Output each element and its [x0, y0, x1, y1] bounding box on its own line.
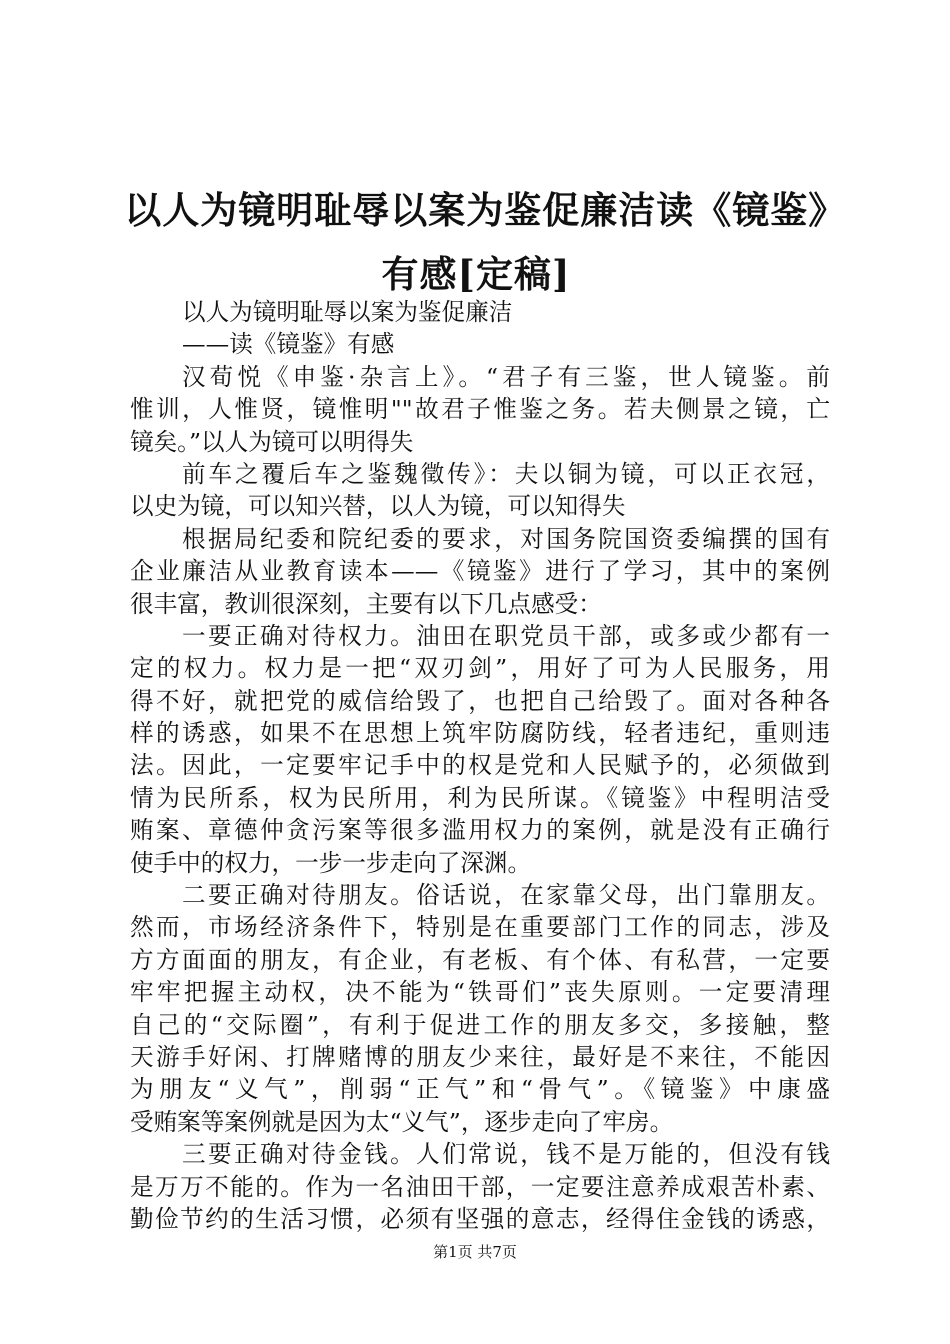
text-line: 二要正确对待朋友。俗话说，在家靠父母，出门靠朋友。: [182, 881, 830, 910]
text-line: 三要正确对待金钱。人们常说，钱不是万能的，但没有钱: [182, 1140, 830, 1169]
text-line: 定的权力。权力是一把“双刃剑”，用好了可为人民服务，用: [130, 654, 830, 683]
text-line: 惟训，人惟贤，镜惟明""故君子惟鉴之务。若夫侧景之镜，亡: [130, 395, 830, 424]
text-line: 很丰富，教训很深刻，主要有以下几点感受：: [130, 589, 602, 618]
text-line: 然而，市场经济条件下，特别是在重要部门工作的同志，涉及: [130, 913, 830, 942]
text-line: 受贿案等案例就是因为太“义气”，逐步走向了牢房。: [130, 1107, 674, 1136]
text-line: 自己的“交际圈”，有利于促进工作的朋友多交，多接触，整: [130, 1010, 830, 1039]
text-line: 情为民所系，权为民所用，利为民所谋。《镜鉴》中程明洁受: [130, 783, 830, 812]
page-footer: 第1页 共7页: [433, 1243, 517, 1261]
text-line: 样的诱惑，如果不在思想上筑牢防腐防线，轻者违纪，重则违: [130, 719, 830, 748]
text-line: 使手中的权力，一步一步走向了深渊。: [130, 848, 532, 877]
document-body: [130, 296, 830, 1235]
text-line: 方方面面的朋友，有企业，有老板、有个体、有私营，一定要: [130, 945, 830, 974]
text-line: 天游手好闲、打牌赌博的朋友少来往，最好是不来往，不能因: [130, 1042, 830, 1071]
text-line: 汉荀悦《申鉴·杂言上》。“君子有三鉴，世人镜鉴。前: [182, 362, 830, 391]
text-line: 是万万不能的。作为一名油田干部，一定要注意养成艰苦朴素、: [130, 1172, 830, 1201]
text-line: 以人为镜明耻辱以案为鉴促廉洁: [182, 298, 513, 326]
text-line: 镜矣。”以人为镜可以明得失: [130, 427, 414, 456]
text-line: 为朋友“义气”，削弱“正气”和“骨气”。《镜鉴》中康盛: [130, 1075, 830, 1104]
text-line: 法。因此，一定要牢记手中的权是党和人民赋予的，必须做到: [130, 751, 830, 780]
document-title: 以人为镜明耻辱以案为鉴促廉洁读《镜鉴》有感[定稿]: [124, 188, 828, 296]
text-line: 贿案、章德仲贪污案等很多滥用权力的案例，就是没有正确行: [130, 816, 830, 845]
text-line: 牢牢把握主动权，决不能为“铁哥们”丧失原则。一定要清理: [130, 978, 830, 1007]
text-line: 企业廉洁从业教育读本——《镜鉴》进行了学习，其中的案例: [130, 557, 830, 586]
text-line: 勤俭节约的生活习惯，必须有坚强的意志，经得住金钱的诱惑，: [130, 1204, 830, 1233]
text-line: 一要正确对待权力。油田在职党员干部，或多或少都有一: [182, 621, 830, 650]
text-line: 根据局纪委和院纪委的要求，对国务院国资委编撰的国有: [182, 524, 830, 553]
text-line: 得不好，就把党的威信给毁了，也把自己给毁了。面对各种各: [130, 686, 830, 715]
text-line: 以史为镜，可以知兴替，以人为镜，可以知得失: [130, 492, 626, 521]
text-line: ——读《镜鉴》有感: [182, 330, 395, 359]
text-line: 前车之覆后车之鉴魏徵传》：夫以铜为镜，可以正衣冠，: [182, 459, 830, 488]
